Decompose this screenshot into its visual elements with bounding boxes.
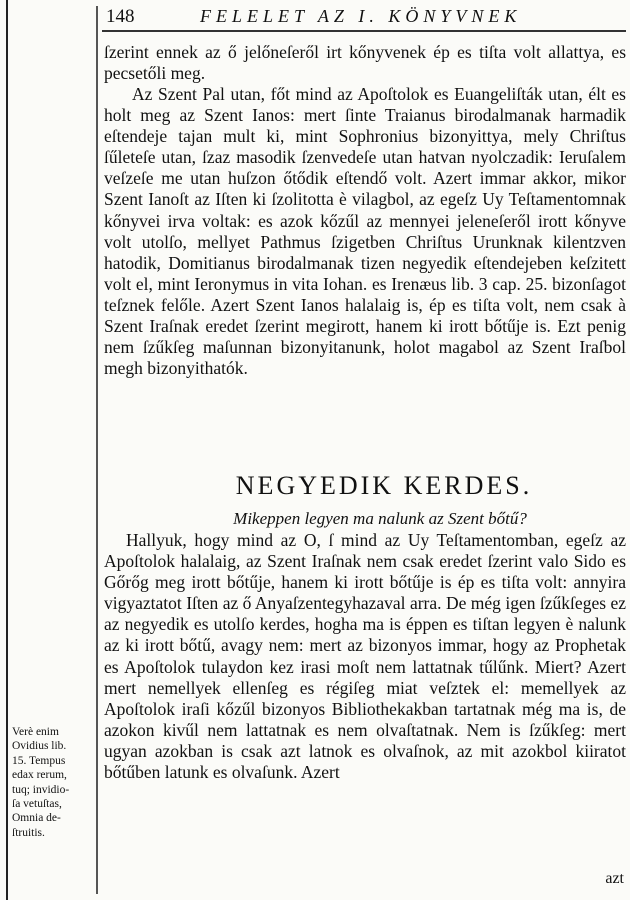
paragraph: Az Szent Pal utan, főt mind az Apoſtolok es Euangeliſták utan, élt es holt meg az Szent Ianos: mert ſinte Traianus birodalmanak harmadik eſtendeje tajan mult ki, mint Sophronius bizonyittya, mely Chriſtus ſűleteſe utan, ſzaz masodik ſzenvedeſe utan hatvan nyolczadik: Ieruſalem veſzeſe me utan huſzon őtődik eſtendő volt. Azert immar akkor, mikor Szent Ianoſt az Iſten ki ſzolitotta è vilagbol, az egeſz Uy Teſtamentomnak kőnyvei irva voltak: es azok kőzűl az mennyei jeleneſeről irott kőnyve volt utolſo, mellyet Pathmus ſzigetben Chriſtus Urunknak kilentzven hatodik, Domitianus birodalmanak tizen negyedik eſtendejeben keſzitett volt el, mint Ieronymus in vita Iohan. es Irenæus lib. 3 cap. 25. bizonſagot teſznek felőle. Azert Szent Ianos halalaig is, ép es tiſta volt, nem csak à Szent Iraſnak eredet ſzerint megirott, hanem ki irott bőtűje is. Ezt penig nem ſzűkſeg maſunnan bizonyitanunk, holot magabol az Szent Iraſbol megh bizonyithatók. (104, 84, 626, 379)
running-title: FELELET AZ I. KÖNYVNEK (200, 6, 522, 26)
margin-rule (96, 6, 98, 894)
main-text (104, 42, 626, 783)
paragraph: ſzerint ennek az ő jelőneſeről irt kőnyvenek ép es tiſta volt allattya, es pecsetőli meg. (104, 42, 626, 84)
page-number: 148 (106, 6, 135, 27)
header-rule (102, 30, 626, 32)
margin-note-line: Omnia de- (12, 812, 61, 825)
margin-note-line: edax rerum, (12, 769, 67, 782)
margin-note-line: Verè enim (12, 726, 59, 738)
margin-note-line: tuq; invidio- (12, 783, 70, 796)
margin-note-line: 15. Tempus (12, 754, 66, 767)
page-edge (6, 0, 8, 900)
section-heading: NEGYEDIK KERDES. (235, 471, 533, 500)
paragraph: Hallyuk, hogy mind az O, ſ mind az Uy Teſtamentomban, egeſz az Apoſtolok halalaig, az Szent Iraſnak nem csak eredet ſzerint valo Sido es Gőrőg meg irott bőtűje, hanem ki irott bőtűje is ép es tiſta volt: annyira vigyaztatot Iſten az ő Anyaſzentegyhazaval arra. De még igen ſzűkſeges ez az negyedik es utolſo kerdes, hogha ma is éppen es tiſtan legyen è nalunk az ki irott bőtű, avagy nem: mert az bizonyos immar, hogy az Prophetak es Apoſtolok tulaydon kez irasi moſt nem lattatnak tűlűnk. Miert? Azert mert nemellyek ellenſeg es régiſeg miat veſztek el: memellyek az Apoſtolok iraſi kőzűl bizonyos Bibliothekakban tartatnak még ma is, de azokon kivűl nem lattatnak es nem olvaſtatnak. Nem is ſzűkſeg: mert ugyan azokban is csak azt latnok es olvaſnok, az mit azokbol kiiratot bőtűben latunk es olvaſunk. Azert (104, 530, 626, 783)
margin-note-line: ſa vetuſtas, (12, 798, 62, 811)
margin-note-line: ſtruitis. (12, 826, 45, 839)
page-header (106, 6, 626, 32)
margin-note (12, 725, 96, 840)
margin-note-line: Ovidius lib. (12, 740, 67, 753)
section-subheading: Mikeppen legyen ma nalunk az Szent bőtű? (233, 509, 527, 528)
catchword: azt (605, 870, 624, 887)
